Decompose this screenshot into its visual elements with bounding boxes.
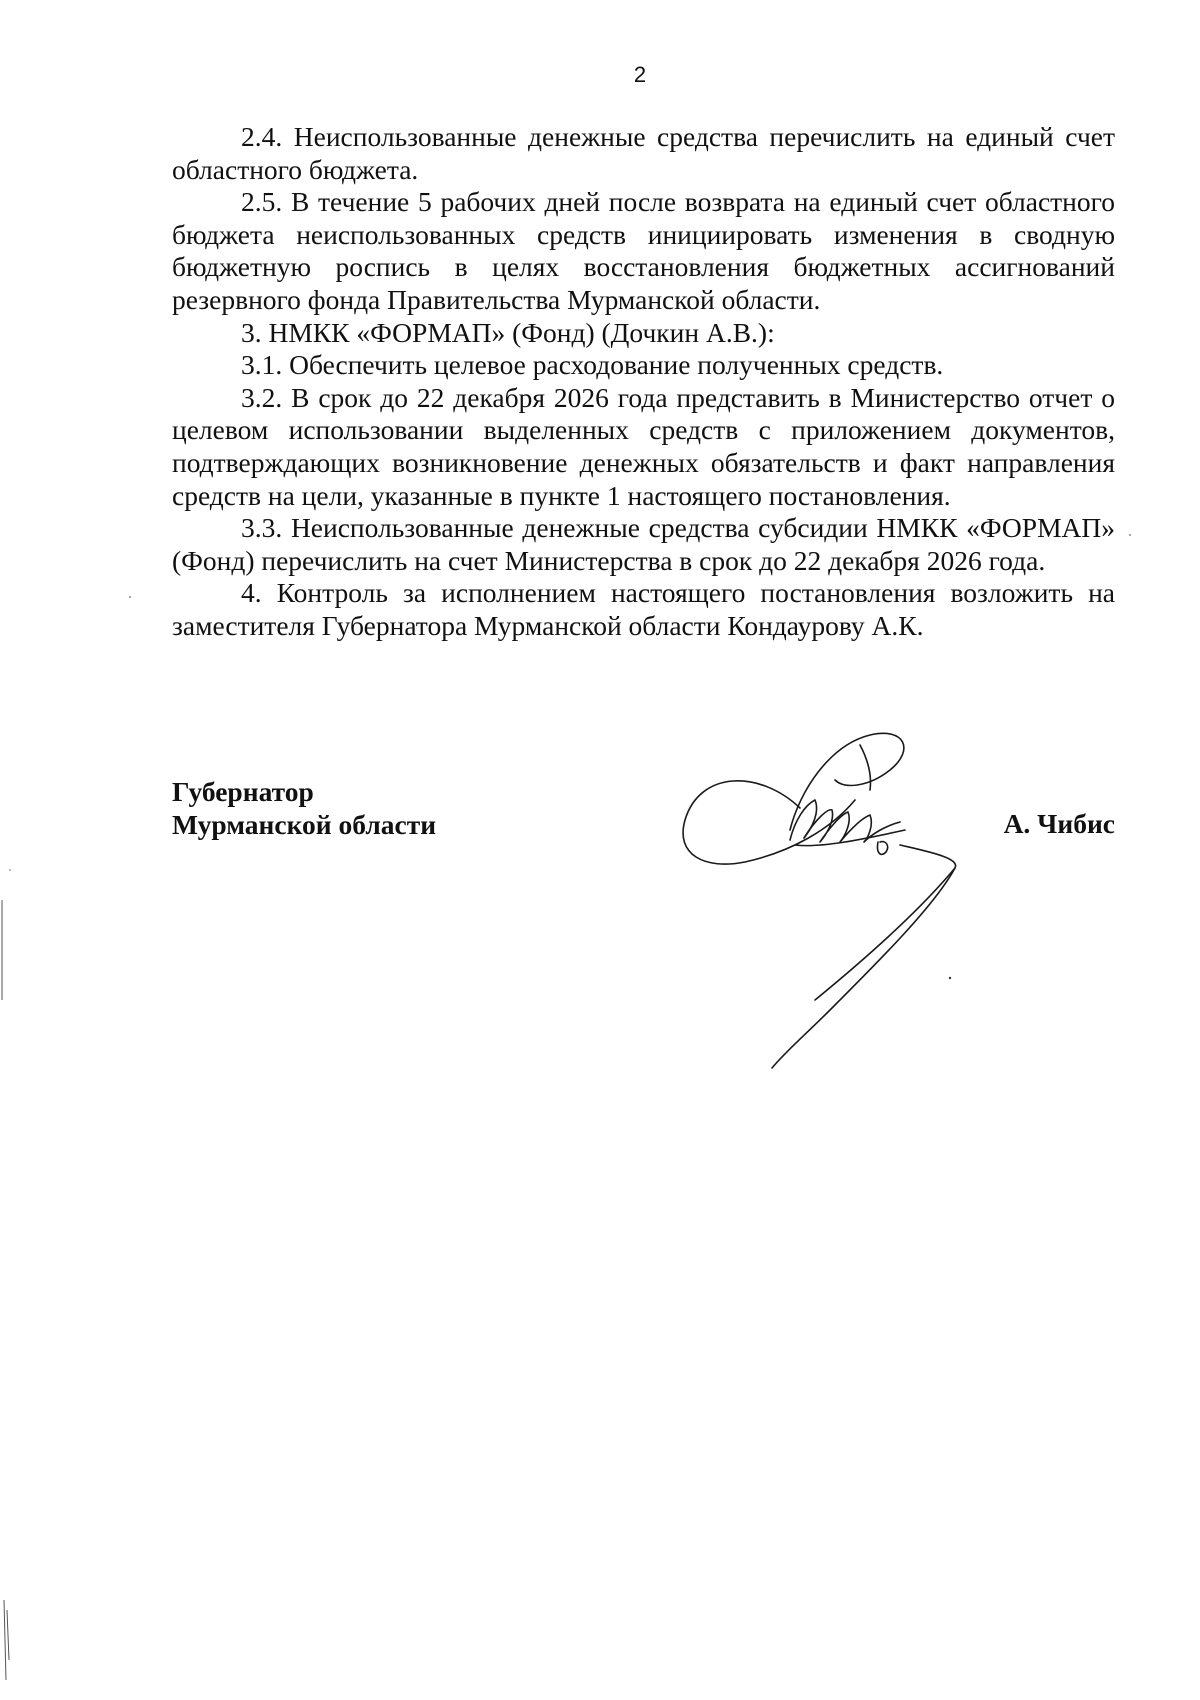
- signer-position-line-1: Губернатор: [172, 776, 314, 807]
- document-body: [172, 121, 1115, 643]
- paragraph-2-4: 2.4. Неиспользованные денежные средства перечислить на единый счет областного бюджета.: [172, 121, 1115, 185]
- paragraph-3-1: 3.1. Обеспечить целевое расходование полученных средств.: [241, 349, 944, 381]
- paragraph-4: 4. Контроль за исполнением настоящего постановления возложить на заместителя Губернатора Мурманской области Кондаурову А.К.: [172, 577, 1115, 641]
- paragraph-3: 3. НМКК «ФОРМАП» (Фонд) (Дочкин А.В.):: [241, 316, 775, 348]
- page-number: 2: [633, 62, 647, 87]
- signer-position: [172, 776, 436, 841]
- paragraph-2-5: 2.5. В течение 5 рабочих дней после возврата на единый счет областного бюджета неиспользованных средств инициировать изменения в сводную бюджетную роспись в целях восстановления бюджетных ассигнований резервного фонда Правительства Мурманской области.: [172, 186, 1115, 315]
- paragraph-3-3: 3.3. Неиспользованные денежные средства субсидии НМКК «ФОРМАП» (Фонд) перечислить на счет Министерства в срок до 22 декабря 2026 года.: [172, 512, 1115, 576]
- paragraph-3-2: 3.2. В срок до 22 декабря 2026 года представить в Министерство отчет о целевом использовании выделенных средств с приложением документов, подтверждающих возникновение денежных обязательств и факт направления средств на цели, указанные в пункте 1 настоящего постановления.: [172, 381, 1115, 511]
- signer-name: А. Чибис: [1003, 808, 1115, 839]
- signature-block: [172, 776, 1115, 1056]
- signer-position-line-2: Мурманской области: [172, 808, 437, 840]
